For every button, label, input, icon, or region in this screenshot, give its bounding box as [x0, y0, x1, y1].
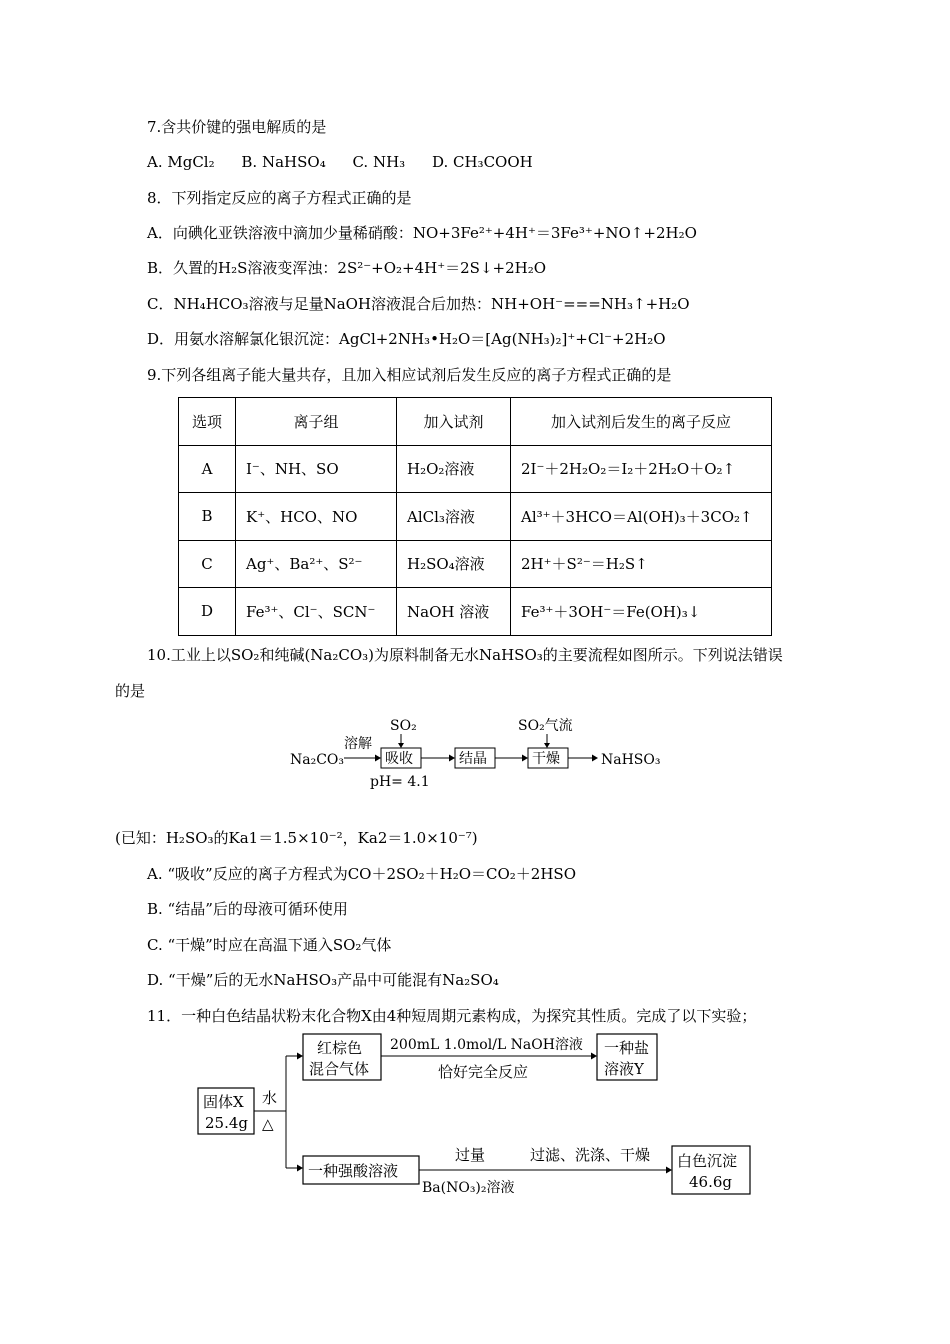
- arrow-naoh-head: [591, 1053, 597, 1060]
- q10-option-b: B. “结晶”后的母液可循环使用: [147, 900, 348, 918]
- q10-flow-diagram: [280, 708, 680, 794]
- header-ions: 离子组: [236, 398, 397, 446]
- header-reagent: 加入试剂: [397, 398, 511, 446]
- table-row: [179, 588, 772, 636]
- flow-reagent: Ba(NO₃)₂溶液: [422, 1180, 515, 1196]
- header-option: 选项: [179, 398, 236, 446]
- cell-ions: Ag⁺、Ba²⁺、S²⁻: [236, 540, 397, 588]
- flow-gas-line1: 红棕色: [317, 1039, 363, 1057]
- table-header-row: [179, 398, 772, 446]
- q7-option-c: C. NH₃: [352, 153, 406, 171]
- table-row: [179, 445, 772, 493]
- q11-flow-diagram: [190, 1030, 770, 1200]
- flow-crystal: 结晶: [459, 751, 487, 767]
- cell-reaction: Al³⁺＋3HCO＝Al(OH)₃＋3CO₂↑: [511, 493, 772, 541]
- table-row: [179, 493, 772, 541]
- arrow-1-head: [375, 755, 381, 762]
- q7-options: [147, 152, 555, 172]
- cell-ions: K⁺、HCO、NO: [236, 493, 397, 541]
- header-reaction: 加入试剂后发生的离子反应: [511, 398, 772, 446]
- cell-option: B: [179, 493, 236, 541]
- cell-ions: Fe³⁺、Cl⁻、SCN⁻: [236, 588, 397, 636]
- flow-product: NaHSO₃: [601, 752, 661, 768]
- branch-top-head: [297, 1053, 303, 1060]
- flow-solid-x: 固体X: [203, 1093, 244, 1111]
- q10-stem-line1: 10.工业上以SO₂和纯碱(Na₂CO₃)为原料制备无水NaHSO₃的主要流程如图所示。下列说法错误: [147, 646, 783, 664]
- arrow-3-head: [522, 755, 528, 762]
- cell-reaction: 2H⁺＋S²⁻＝H₂S↑: [511, 540, 772, 588]
- arrow-so2-stream-head: [544, 743, 550, 748]
- q10-option-a: A. “吸收”反应的离子方程式为CO＋2SO₂＋H₂O＝CO₂＋2HSO: [147, 865, 576, 883]
- arrow-so2-head: [398, 743, 404, 748]
- flow-dry: 干燥: [532, 751, 560, 767]
- q8-option-d: D．用氨水溶解氯化银沉淀：AgCl+2NH₃•H₂O＝[Ag(NH₃)₂]⁺+Cl⁻+2H₂O: [147, 330, 666, 348]
- q7-option-b: B. NaHSO₄: [241, 153, 326, 171]
- cell-reaction: Fe³⁺＋3OH⁻＝Fe(OH)₃↓: [511, 588, 772, 636]
- cell-ions: I⁻、NH、SO: [236, 445, 397, 493]
- q8-option-b: B．久置的H₂S溶液变浑浊：2S²⁻+O₂+4H⁺＝2S↓+2H₂O: [147, 259, 547, 277]
- flow-excess: 过量: [455, 1146, 486, 1164]
- flow-solid-mass: 25.4g: [205, 1114, 249, 1132]
- flow-naoh: 200mL 1.0mol/L NaOH溶液: [390, 1037, 583, 1053]
- flow-absorb: 吸收: [385, 751, 413, 767]
- cell-reagent: AlCl₃溶液: [397, 493, 511, 541]
- flow-precipitate-line1: 白色沉淀: [677, 1152, 738, 1170]
- flow-water: 水: [262, 1089, 278, 1107]
- flow-so2-stream: SO₂气流: [518, 718, 573, 734]
- cell-option: A: [179, 445, 236, 493]
- flow-precipitate-line2: 46.6g: [689, 1173, 733, 1191]
- flow-salt-line1: 一种盐: [604, 1039, 650, 1057]
- arrow-4-head: [592, 755, 598, 762]
- q8-option-a: A．向碘化亚铁溶液中滴加少量稀硝酸：NO+3Fe²⁺+4H⁺＝3Fe³⁺+NO↑+2H₂O: [147, 224, 697, 242]
- flow-dissolve-label: 溶解: [344, 736, 372, 752]
- cell-option: C: [179, 540, 236, 588]
- flow-ph: pH= 4.1: [370, 774, 430, 790]
- branch-bottom-head: [297, 1165, 303, 1172]
- flow-so2: SO₂: [390, 718, 417, 734]
- arrow-precipitate-head: [666, 1167, 672, 1174]
- flow-gas-line2: 混合气体: [309, 1060, 370, 1078]
- cell-reaction: 2I⁻＋2H₂O₂＝I₂＋2H₂O＋O₂↑: [511, 445, 772, 493]
- flow-start: Na₂CO₃: [290, 752, 345, 768]
- q10-stem-line2: 的是: [115, 682, 146, 700]
- q8-option-c: C．NH₄HCO₃溶液与足量NaOH溶液混合后加热：NH+OH⁻===NH₃↑+H₂O: [147, 295, 690, 313]
- cell-reagent: NaOH 溶液: [397, 588, 511, 636]
- flow-salt-line2: 溶液Y: [604, 1060, 644, 1078]
- cell-reagent: H₂O₂溶液: [397, 445, 511, 493]
- flow-exact: 恰好完全反应: [438, 1063, 529, 1081]
- flow-process: 过滤、洗涤、干燥: [530, 1146, 651, 1164]
- q7-option-a: A. MgCl₂: [147, 153, 215, 171]
- cell-option: D: [179, 588, 236, 636]
- q10-option-c: C. “干燥”时应在高温下通入SO₂气体: [147, 936, 392, 954]
- q9-stem: 9.下列各组离子能大量共存，且加入相应试剂后发生反应的离子方程式正确的是: [147, 366, 672, 384]
- q7-stem: 7.含共价键的强电解质的是: [147, 118, 327, 136]
- arrow-2-head: [449, 755, 455, 762]
- cell-reagent: H₂SO₄溶液: [397, 540, 511, 588]
- q8-stem: 8．下列指定反应的离子方程式正确的是: [147, 189, 412, 207]
- flow-heat: △: [262, 1115, 274, 1133]
- q10-known: (已知：H₂SO₃的Ka1＝1.5×10⁻²，Ka2＝1.0×10⁻⁷): [115, 829, 478, 847]
- q9-table: [178, 397, 772, 636]
- q11-stem: 11．一种白色结晶状粉末化合物X由4种短周期元素构成，为探究其性质。完成了以下实验；: [147, 1007, 757, 1025]
- table-row: [179, 540, 772, 588]
- flow-acid: 一种强酸溶液: [308, 1162, 399, 1180]
- q7-option-d: D. CH₃COOH: [431, 153, 533, 171]
- q10-option-d: D. “干燥”后的无水NaHSO₃产品中可能混有Na₂SO₄: [147, 971, 499, 989]
